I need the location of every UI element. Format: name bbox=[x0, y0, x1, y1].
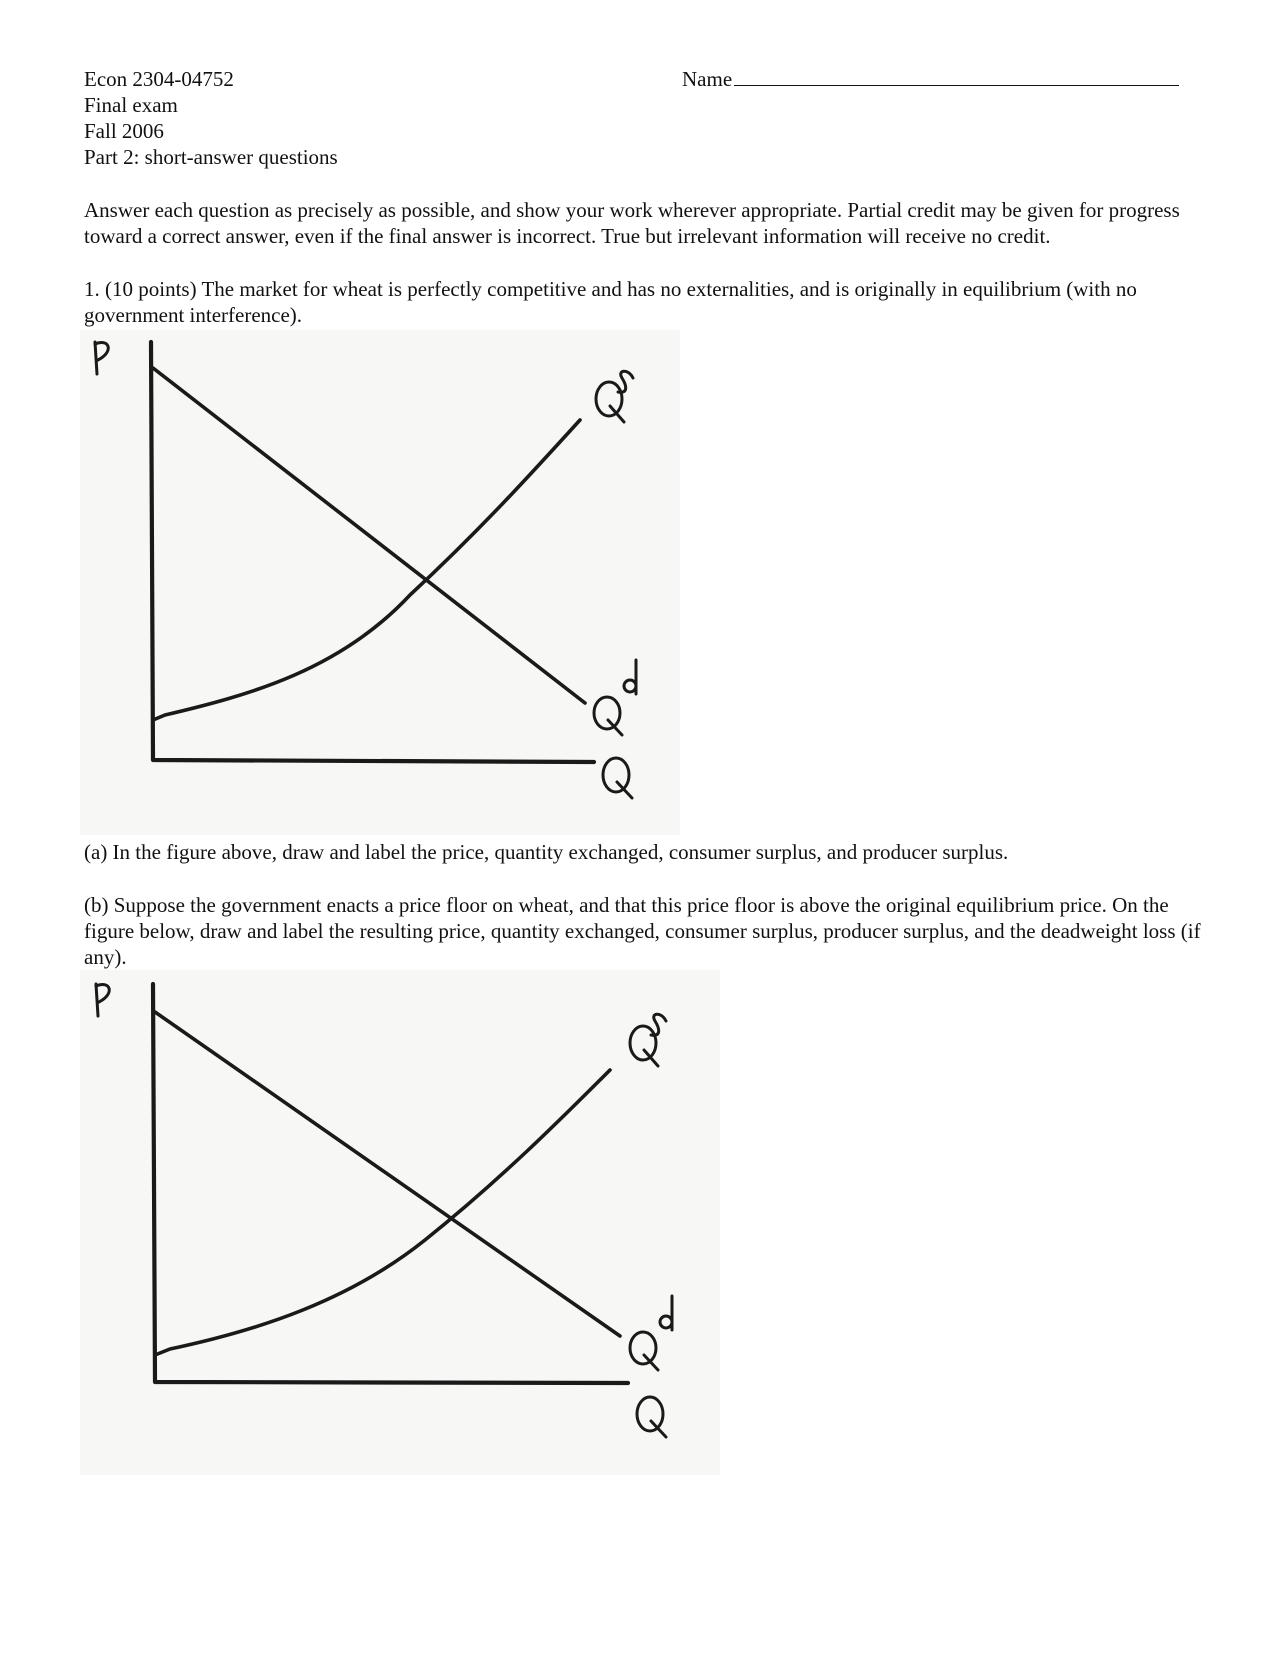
exam-term: Fall 2006 bbox=[84, 119, 164, 143]
supply-demand-figure-2[interactable] bbox=[80, 970, 720, 1475]
price-axis-label: P bbox=[82, 972, 83, 973]
quantity-axis-label: Q bbox=[82, 974, 83, 975]
demand-curve-label: Qd bbox=[82, 338, 84, 339]
supply-curve-label: Qs bbox=[82, 336, 84, 337]
demand-curve-label: Qd bbox=[82, 978, 84, 979]
name-label: Name bbox=[682, 67, 733, 91]
figure-background bbox=[80, 970, 720, 1475]
name-blank-line[interactable] bbox=[734, 67, 1179, 86]
course-code: Econ 2304-04752 bbox=[84, 67, 234, 91]
name-field[interactable] bbox=[682, 66, 1179, 92]
exam-title: Final exam bbox=[84, 93, 178, 117]
exam-header bbox=[84, 66, 338, 170]
question-1b-text: (b) Suppose the government enacts a price floor on wheat, and that this price floor is above the original equilibrium price. On the figure below, draw and label the resulting price, quantity exchanged, consumer surplus, producer surplus, and the deadweight loss (if any). bbox=[84, 893, 1201, 969]
price-axis-label: P bbox=[82, 332, 83, 333]
supply-curve-label: Qs bbox=[82, 976, 84, 977]
supply-demand-figure-1[interactable] bbox=[80, 330, 680, 835]
question-1-text: 1. (10 points) The market for wheat is perfectly competitive and has no externalities, and is originally in equilibrium (with no government interference). bbox=[84, 277, 1137, 327]
exam-part: Part 2: short-answer questions bbox=[84, 145, 338, 169]
question-1a-text: (a) In the figure above, draw and label the price, quantity exchanged, consumer surplus, and producer surplus. bbox=[84, 840, 1009, 864]
quantity-axis-label: Q bbox=[82, 334, 83, 335]
instructions-paragraph: Answer each question as precisely as possible, and show your work wherever appropriate. Partial credit may be given for progress toward a correct answer, even if the final answer is incorrect. True but irrelevant information will receive no credit. bbox=[84, 198, 1180, 248]
